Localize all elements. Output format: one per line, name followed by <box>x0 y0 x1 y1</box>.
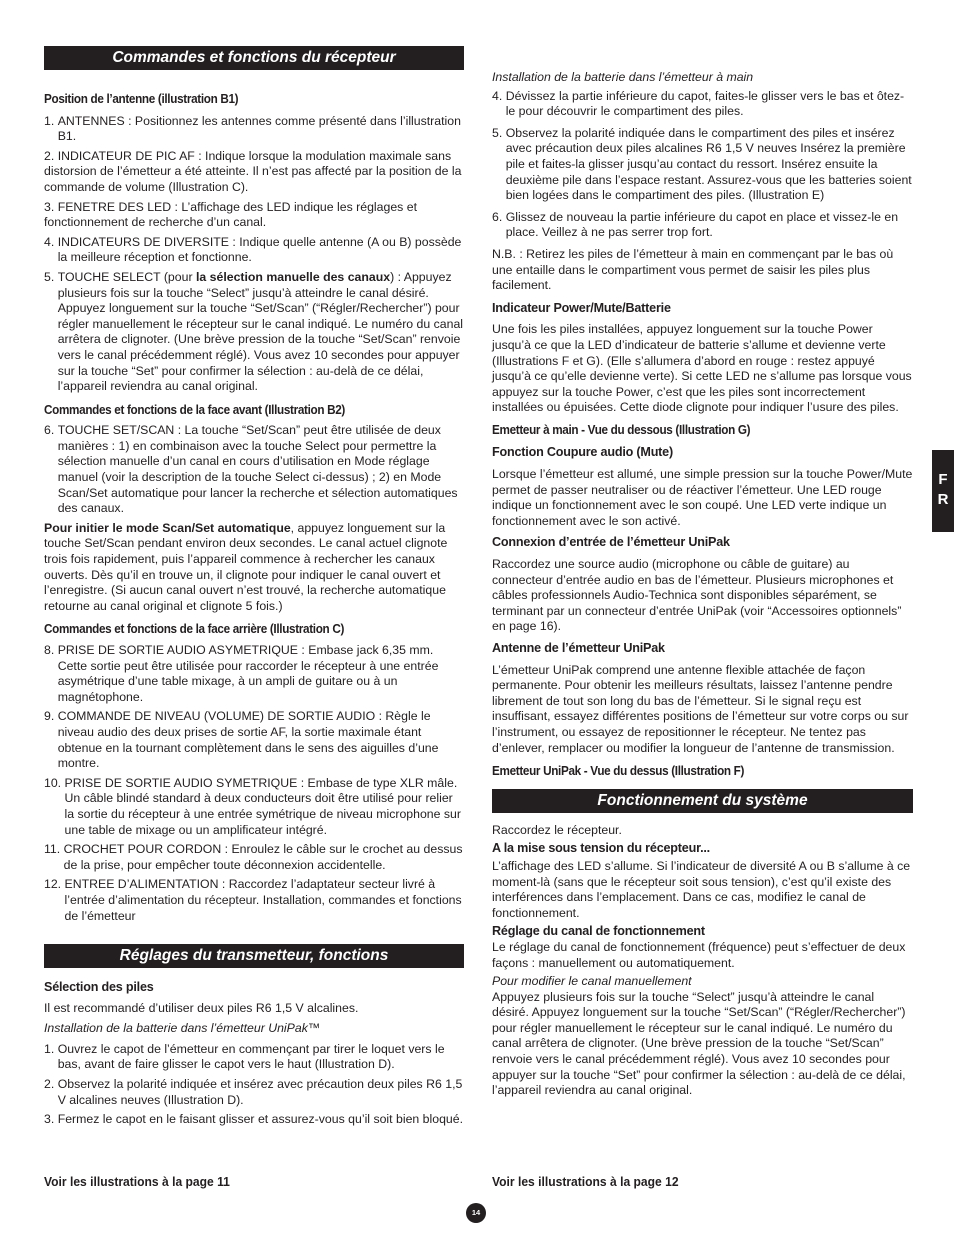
language-tab <box>932 450 954 532</box>
unipak-antenna-text: L’émetteur UniPak comprend une antenne flexible attachée de façon permanente. Pour obtenir les meilleurs résultats, laissez l’antenne pendre librement de tout son long du bas de l’émetteur. Si le signal reçu est insuffisant, essayez différentes positions de l’émetteur sur votre corps ou sur l’instrument, ou essayez de repositionner le récepteur. Ne tentez pas d’enlever, remplacer ou modifier la longueur de l’antenne de transmission. <box>492 662 909 755</box>
manual-channel-text: Appuyez plusieurs fois sur la touche “Select” jusqu’à atteindre le canal désiré. Appuyez longuement sur la touche “Set/Scan” (“Régler/Rechercher”) pour régler manuellement le récepteur sur le canal indiqué. Le numéro du canal arrêtera de clignoter. (Une brève pression de la touche “Set/Scan” renvoie vers le canal précédemment réglé). Vous avez 10 secondes pour appuyer sur la touche “Set” pour confirmer la sélection : au-delà de ce délai, l’appareil reviendra au canal original. <box>492 989 906 1098</box>
list-item: 6. Glissez de nouveau la partie inférieure du capot en place et vissez-le en place. Veillez à ne pas serrer trop fort. <box>492 209 899 240</box>
power-indicator-text: Une fois les piles installées, appuyez longuement sur la touche Power jusqu’à ce que la LED d’indicateur de batterie s’allume et devienne verte (Illustrations F et G). (Elle s’allumera d’abord en rouge : restez appuyé jusqu’à ce qu’elle devienne verte). Si cette LED ne s’allume pas lorsque vous appuyez sur la touche Power, c’est que les piles sont incorrectement installées ou épuisées. Cette diode clignote pour indiquer l’usure des piles. <box>492 322 912 415</box>
list-item: 8. PRISE DE SORTIE AUDIO ASYMETRIQUE : Embase jack 6,35 mm. Cette sortie peut être utilisée pour raccorder le récepteur à une entrée asymétrique d’une table mixage, à un ampli de guitare ou à un magnétophone. <box>44 643 439 704</box>
power-indicator-heading: Indicateur Power/Mute/Batterie <box>492 300 671 315</box>
power-on-heading: A la mise sous tension du récepteur... <box>492 841 710 856</box>
channel-setting-heading: Réglage du canal de fonctionnement <box>492 924 705 939</box>
battery-selection-heading: Sélection des piles <box>44 980 154 995</box>
list-item: 9. COMMANDE DE NIVEAU (VOLUME) DE SORTIE AUDIO : Règle le niveau audio des deux prises de sortie AF, la sortie maximale étant obtenue en la tournant complètement dans le sens des aiguilles d’une montre. <box>44 709 439 771</box>
right-column <box>492 70 913 1099</box>
language-tab-letter: R <box>937 491 949 508</box>
unipak-install-heading: Installation de la batterie dans l’émetteur UniPak™ <box>44 1021 321 1036</box>
front-panel-heading: Commandes et fonctions de la face avant (Illustration B2) <box>44 402 346 417</box>
input-connection-heading: Connexion d’entrée de l’émetteur UniPak <box>492 535 730 550</box>
channel-setting-text: Le réglage du canal de fonctionnement (fréquence) peut s’effectuer de deux façons : manuellement ou automatiquement. <box>492 939 906 970</box>
right-footer-reference: Voir les illustrations à la page 12 <box>492 1174 679 1189</box>
section-title-system: Fonctionnement du système <box>492 789 913 813</box>
list-item: 2. Observez la polarité indiquée et insérez avec précaution deux piles R6 1,5 V alcalines neuves (Illustration D). <box>44 1077 463 1107</box>
power-on-text: L’affichage des LED s’allume. Si l’indicateur de diversité A ou B s’allume à ce moment-là (sans que le récepteur soit sous tension), c’est qu’il existe des interférences dans l’emplacement. Dans ce cas, modifiez le canal de fonctionnement. <box>492 858 911 920</box>
antenna-position-heading: Position de l’antenne (illustration B1) <box>44 92 239 106</box>
list-item: 4. INDICATEURS DE DIVERSITE : Indique quelle antenne (A ou B) possède la meilleure réception et fonctionne. <box>44 234 462 265</box>
input-connection-text: Raccordez une source audio (microphone ou câble de guitare) au connecteur d’entrée audio en bas de l’émetteur. Plusieurs microphones et câbles professionnels Audio-Technica sont disponibles séparément, se terminant par un connecteur d’entrée UniPak (voir “Accessoires optionnels” en page 16). <box>492 557 902 634</box>
section-title-transmitter: Réglages du transmetteur, fonctions <box>44 944 464 968</box>
list-item: 3. FENETRE DES LED : L’affichage des LED indique les réglages et fonctionnement de recherche d’un canal. <box>44 199 417 230</box>
unipak-antenna-heading: Antenne de l’émetteur UniPak <box>492 641 665 655</box>
list-item: 2. INDICATEUR DE PIC AF : Indique lorsque la modulation maximale sans distorsion de l’émetteur a été atteinte. Il n’est pas affecté par la position de la commande de volume (Illustration C). <box>44 148 462 194</box>
mute-heading: Fonction Coupure audio (Mute) <box>492 445 673 460</box>
mute-text: Lorsque l’émetteur est allumé, une simple pression sur la touche Power/Mute permet de passer neutraliser ou de réactiver l’émetteur. Une LED rouge indique un fonctionnement avec le son coupé. Une LED verte indique un fonctionnement avec le son activé. <box>492 467 913 528</box>
unipak-top-view-heading: Emetteur UniPak - Vue du dessus (Illustration F) <box>492 764 745 779</box>
handheld-bottom-view-heading: Emetteur à main - Vue du dessous (Illustration G) <box>492 422 751 437</box>
page-number: 14 <box>466 1203 486 1223</box>
connect-receiver-text: Raccordez le récepteur. <box>492 822 622 837</box>
nb-note: N.B. : Retirez les piles de l’émetteur à main en commençant par le bas où une entaille dans le compartiment vous permet de saisir les piles plus facilement. <box>492 246 894 293</box>
rear-panel-heading: Commandes et fonctions de la face arrière (Illustration C) <box>44 622 345 637</box>
language-tab-letter: F <box>938 471 948 488</box>
unipak-steps-list <box>44 1042 464 1128</box>
list-item: 1. ANTENNES : Positionnez les antennes comme présenté dans l’illustration B1. <box>44 113 461 144</box>
list-item: 10. PRISE DE SORTIE AUDIO SYMETRIQUE : Embase de type XLR mâle. Un câble blindé standard à deux conducteurs doit être utilisé pour relier la sortie du récepteur à une entrée symétrique de niveau microphone sur une table de mixage ou un amplificateur intégré. <box>44 775 461 837</box>
handheld-install-heading: Installation de la batterie dans l’émetteur à main <box>492 70 754 84</box>
manual-channel-heading: Pour modifier le canal manuellement <box>492 974 692 989</box>
auto-scan-paragraph: Pour initier le mode Scan/Set automatique, appuyez longuement sur la touche Set/Scan pendant environ deux secondes. Le canal actuel clignote trois fois rapidement, puis l’appareil commence à rechercher les canaux ouverts. Dès qu’il en trouve un, il clignote pour indiquer le canal ouvert et l’enregistre. (Si aucun canal ouvert n’est trouvé, la recherche automatique retourne au canal original et clignote 5 fois.) <box>44 520 448 613</box>
list-item: 5. Observez la polarité indiquée dans le compartiment des piles et insérez avec précaution deux piles alcalines R6 1,5 V neuves Insérez la première pile et faites-la glisser jusqu’au contact du ressort. Insérez ensuite la deuxième pile dans l’espace restant. Assurez-vous que les batteries soient bien logées dans le compartiment des piles. (Illustration E) <box>492 125 912 203</box>
battery-selection-text: Il est recommandé d’utiliser deux piles R6 1,5 V alcalines. <box>44 1000 359 1015</box>
receiver-items-list <box>44 114 464 395</box>
list-item: 6. TOUCHE SET/SCAN : La touche “Set/Scan” peut être utilisée de deux manières : 1) en combinaison avec la touche Select pour permettre la sélection manuelle d’un canal en cours d’utilisation en Mode réglage manuel (voir la description de la touche Select ci-dessus) ; 2) en Mode Scan/Set automatique pour lancer la recherche et sélection automatiques des canaux. <box>44 423 458 516</box>
list-item: 1. Ouvrez le capot de l’émetteur en commençant par tirer le loquet vers le bas, avant de faire glisser le capot vers le haut (Illustration D). <box>44 1041 445 1072</box>
list-item: 12. ENTREE D’ALIMENTATION : Raccordez l’adaptateur secteur livré à l’entrée d’alimentation du récepteur. Installation, commandes et fonctions de l’émetteur <box>44 877 462 923</box>
list-item: 4. Dévissez la partie inférieure du capot, faites-le glisser vers le bas et ôtez-le pour découvrir le compartiment des piles. <box>492 88 905 119</box>
section-title-receiver: Commandes et fonctions du récepteur <box>44 46 464 70</box>
list-item: 11. CROCHET POUR CORDON : Enroulez le câble sur le crochet au dessus de la prise, pour empêcher toute déconnexion accidentelle. <box>44 842 463 872</box>
list-item: 3. Fermez le capot en le faisant glisser et assurez-vous qu’il soit bien bloqué. <box>44 1112 464 1127</box>
left-footer-reference: Voir les illustrations à la page 11 <box>44 1174 230 1189</box>
list-item: 5. TOUCHE SELECT (pour la sélection manuelle des canaux) : Appuyez plusieurs fois sur la touche “Select” jusqu’à atteindre le canal désiré. Appuyez longuement sur la touche “Set/Scan” (“Régler/Rechercher”) pour régler manuellement le récepteur sur le canal indiqué. Le numéro du canal arrêtera de clignoter. (Une brève pression de la touche “Set/Scan” renvoie vers le canal précédemment réglé). Vous avez 10 secondes pour appuyer sur la touche “Set” pour confirmer la sélection : au-delà de ce délai, l’appareil reviendra au canal original. <box>44 269 464 394</box>
rear-items-list <box>44 643 464 924</box>
left-column <box>44 46 464 1128</box>
handheld-steps-list <box>492 89 913 241</box>
